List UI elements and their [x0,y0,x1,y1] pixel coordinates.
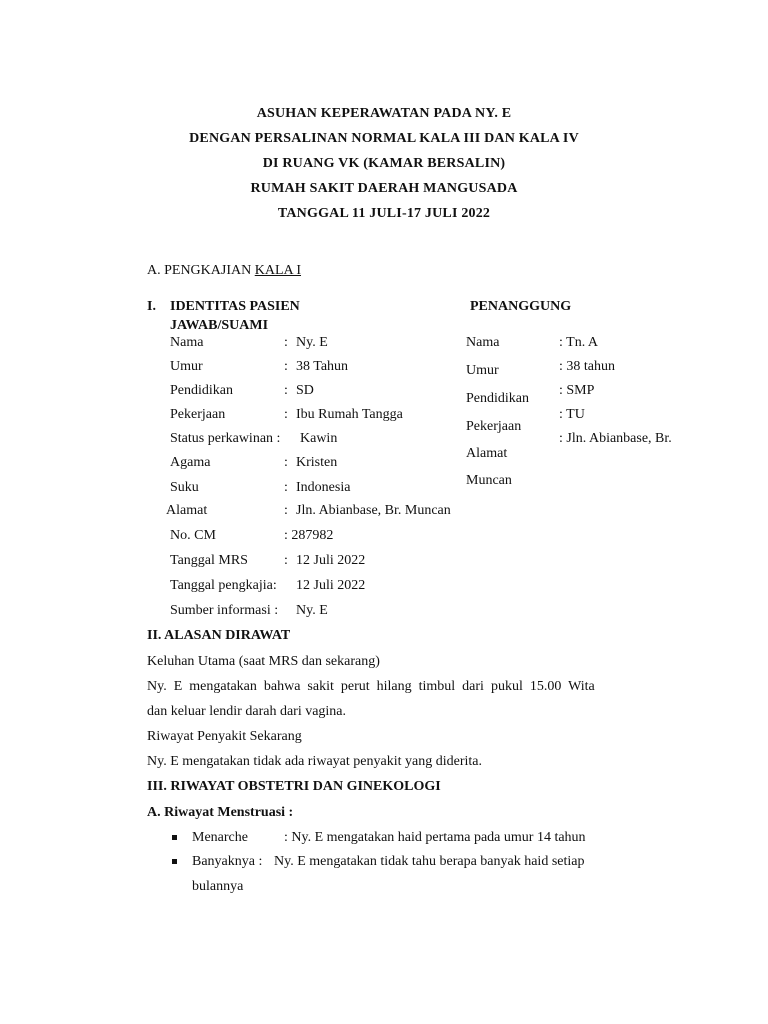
menarche-text: : Ny. E mengatakan haid pertama pada umur 14 tahun [284,830,586,845]
patient-value: Ny. E [296,603,328,618]
section-a-prefix: A. PENGKAJIAN [147,263,255,278]
section-3-heading: III. RIWAYAT OBSTETRI DAN GINEKOLOGI [147,779,441,794]
guardian-label: Muncan [466,473,512,488]
patient-label: Agama [170,455,211,470]
patient-label: No. CM [170,528,216,543]
doc-title-line-2: DENGAN PERSALINAN NORMAL KALA III DAN KALA IV [189,131,579,146]
guardian-value: : SMP [559,383,595,398]
section-2-heading: II. ALASAN DIRAWAT [147,628,291,643]
keluhan-heading: Keluhan Utama (saat MRS dan sekarang) [147,654,380,669]
section-1-number: I. [147,299,156,314]
guardian-label: Alamat [466,446,508,461]
doc-title-line-3: DI RUANG VK (KAMAR BERSALIN) [262,156,506,171]
patient-value: 38 Tahun [296,359,349,374]
guardian-value: : Tn. A [559,335,599,350]
guardian-label: Pendidikan [466,391,529,406]
patient-label: Umur [170,359,203,374]
bullet-icon [172,859,177,864]
patient-label: Suku [170,480,199,495]
keluhan-text-line-2: dan keluar lendir darah dari vagina. [147,704,347,719]
banyaknya-label: Banyaknya : [192,854,263,869]
doc-title-line-1: ASUHAN KEPERAWATAN PADA NY. E [256,106,512,121]
doc-title-line-5: TANGGAL 11 JULI-17 JULI 2022 [277,206,491,221]
guardian-value: : Jln. Abianbase, Br. [559,431,672,446]
patient-value: Ibu Rumah Tangga [296,407,403,422]
patient-label: Sumber informasi : [170,603,279,618]
menarche-label: Menarche [192,830,248,845]
patient-label: Status perkawinan : [170,431,281,446]
menstruasi-heading: A. Riwayat Menstruasi : [147,805,294,820]
patient-sep: : [284,407,288,422]
patient-sep: : [284,335,288,350]
patient-value: 12 Juli 2022 [296,553,366,568]
banyaknya-continuation: bulannya [192,879,244,894]
patient-sep: : [284,553,288,568]
doc-title-line-4: RUMAH SAKIT DAERAH MANGUSADA [250,181,518,196]
patient-value: Kawin [300,431,338,446]
section-1-right-title: PENANGGUNG [470,299,572,314]
guardian-value: : 38 tahun [559,359,615,374]
patient-value: Ny. E [296,335,328,350]
bullet-icon [172,835,177,840]
patient-value: Kristen [296,455,338,470]
patient-sep: : [284,455,288,470]
patient-sep: : [284,480,288,495]
patient-label: Tanggal pengkajia: [170,578,277,593]
section-a-heading [147,262,301,280]
guardian-label: Nama [466,335,500,350]
patient-sep: : [284,359,288,374]
patient-value: SD [296,383,314,398]
patient-label: Tanggal MRS [170,553,248,568]
patient-label: Pendidikan [170,383,233,398]
patient-value: Jln. Abianbase, Br. Muncan [296,503,451,518]
patient-sep: : [284,383,288,398]
section-a-underlined: KALA I [254,263,302,278]
patient-label: Nama [170,335,204,350]
guardian-label: Umur [466,363,499,378]
guardian-value: : TU [559,407,585,422]
riwayat-text: Ny. E mengatakan tidak ada riwayat penyakit yang diderita. [147,754,482,769]
patient-label: Pekerjaan [170,407,226,422]
riwayat-heading: Riwayat Penyakit Sekarang [147,729,302,744]
guardian-label: Pekerjaan [466,419,522,434]
section-1-title-cont: JAWAB/SUAMI [170,318,269,333]
section-1-title: IDENTITAS PASIEN [170,299,300,314]
patient-label: Alamat [166,503,208,518]
patient-value: Indonesia [296,480,351,495]
patient-value: 12 Juli 2022 [296,578,366,593]
patient-value: : 287982 [284,528,334,543]
banyaknya-text: Ny. E mengatakan tidak tahu berapa banyak haid setiap [274,854,585,869]
patient-sep: : [284,503,288,518]
keluhan-text-line-1: Ny. E mengatakan bahwa sakit perut hilang timbul dari pukul 15.00 Wita [147,679,595,694]
